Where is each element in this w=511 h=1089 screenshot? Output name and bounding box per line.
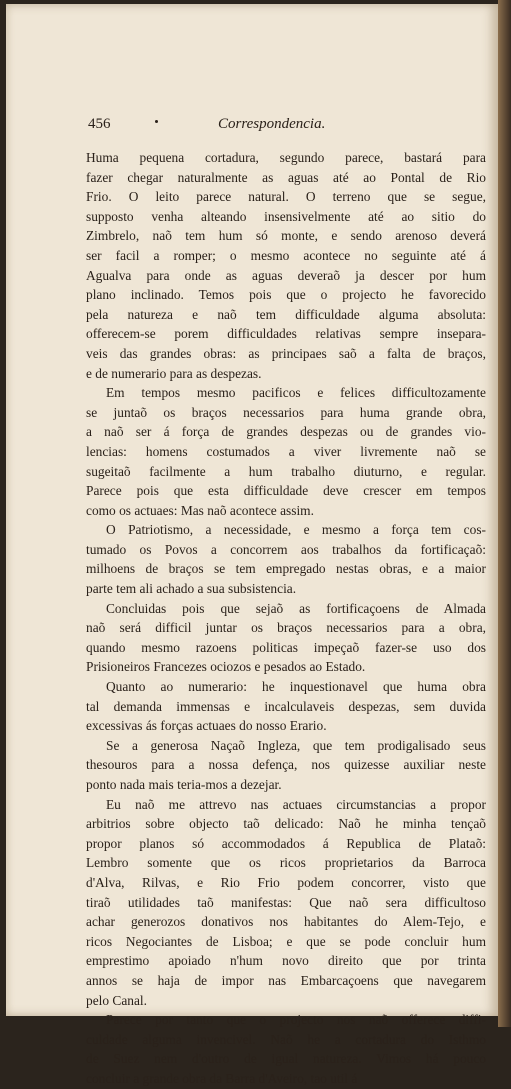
text-line: arbitrios sobre objecto taõ delicado: Naõ he minha tençaõ (86, 816, 486, 832)
text-line: concluir a grande obra da Barra d'Aveiro, tao util á (86, 1070, 358, 1086)
text-line: tiraõ utilidades taõ manifestas: Que naõ sera difficultoso (86, 894, 486, 910)
running-title: Correspondencia. (218, 116, 326, 132)
text-line: e de numerario para as despezas. (86, 365, 262, 381)
paragraph (86, 383, 486, 520)
body-text (86, 148, 486, 1089)
paragraph (86, 148, 486, 383)
text-line: Concluidas pois que sejaõ as fortificaçoens de Almada (106, 600, 486, 616)
text-line: tal demanda immensas e incalculaveis despezas, sem duvida (86, 698, 486, 714)
paragraph (86, 677, 486, 736)
text-line: como os actuaes: Mas naõ acontece assim. (86, 502, 314, 518)
text-line: Prisioneiros Francezes ociozos e pesados ao Estado. (86, 659, 366, 675)
text-line: sugeitaõ facilmente a hum trabalho diuturno, e regular. (86, 463, 486, 479)
text-line: fazer chegar naturalmente as aguas até ao Pontal de Rio (86, 169, 486, 185)
text-line: thesouros para a nossa defença, nos quizesse auxiliar neste (86, 757, 486, 773)
paragraph (86, 599, 486, 677)
text-line: ricos Negociantes de Lisboa; e que se pode concluir hum (86, 933, 486, 949)
text-line: d'Alva, Rilvas, e Rio Frio podem concorrer, visto que (86, 874, 486, 890)
paragraph (86, 736, 486, 795)
text-line: pela natureza e naõ tem difficuldade alguma absoluta: (86, 306, 486, 322)
text-line: offerecem-se porem difficuldades relativas sempre insepara- (86, 326, 486, 342)
text-line: Zimbrelo, naõ tem hum só monte, e sendo arenoso deverá (86, 228, 486, 244)
text-line: propor planos só accommodados á Republica de Plataõ: (86, 835, 486, 851)
paragraph (86, 520, 486, 598)
text-line: Parece por tanto que o projecto nos naõ offerece diffi- (106, 1012, 486, 1028)
text-line: pelo Canal. (86, 992, 147, 1008)
text-line: O Patriotismo, a necessidade, e mesmo a força tem cos- (106, 522, 486, 538)
text-line: de Suez nem d'outro de igual natureza. Vimos há pouco (86, 1051, 486, 1067)
text-line: Huma pequena cortadura, segundo parece, bastará para (86, 150, 486, 165)
text-line: quando mesmo razoens politicas impeçaõ fazer-se uso dos (86, 639, 486, 655)
page-number: 456 (88, 116, 111, 132)
text-line: annos se haja de impor nas Embarcaçoens que navegarem (86, 972, 486, 988)
text-line: lencias: homens costumados a viver livremente naõ se (86, 443, 486, 459)
text-line: Frio. O leito parece natural. O terreno que se segue, (86, 189, 486, 205)
text-line: milhoens de braços se tem empregado nestas obras, e a maior (86, 561, 486, 577)
text-line: plano inclinado. Temos pois que o projecto he favorecido (86, 287, 486, 303)
text-line: tumado os Povos a concorrem aos trabalhos da fortificaçaõ: (86, 541, 486, 557)
text-line: supposto venha alteando insensivelmente até ao sitio do (86, 208, 486, 224)
text-line: Eu naõ me attrevo nas actuaes circumstancias a propor (106, 796, 486, 812)
text-line: veis das grandes obras: as principaes saõ a falta de braços, (86, 345, 486, 361)
text-line: se juntaõ os braços necessarios para huma grande obra, (86, 404, 486, 420)
text-line: naõ será difficil juntar os braços necessarios para a obra, (86, 620, 486, 636)
text-line: Em tempos mesmo pacificos e felices difficultozamente (106, 385, 486, 401)
paragraph (86, 1010, 486, 1088)
page-edge (498, 0, 511, 1027)
text-line: parte tem ali achado a sua subsistencia. (86, 581, 297, 597)
text-line: achar generozos donativos nos habitantes do Alem-Tejo, e (86, 914, 486, 930)
text-line: Agualva para onde as aguas deveraõ ja descer por hum (86, 267, 486, 283)
text-line: excessivas ás forças actuaes do nosso Erario. (86, 718, 327, 734)
text-line: Quanto ao numerario: he inquestionavel que huma obra (106, 679, 486, 695)
page-header (88, 116, 480, 138)
text-line: a naõ ser á força de grandes despezas ou de grandes vio- (86, 424, 486, 440)
paragraph (86, 795, 486, 1011)
text-line: Lembro somente que os ricos proprietarios da Barroca (86, 855, 486, 871)
header-dot (155, 120, 158, 123)
text-line: culdade alguma invencivel. Naõ he a cortadura do Isthmo (86, 1031, 486, 1047)
text-line: ponto nada mais teria-mos a dezejar. (86, 777, 282, 792)
text-line: emprestimo apoiado n'hum novo direito que por trinta (86, 953, 486, 969)
text-line: Se a generosa Naçaõ Ingleza, que tem prodigalisado seus (106, 737, 486, 753)
text-line: Parece pois que esta difficuldade deve crescer em tempos (86, 483, 486, 499)
text-line: ser facil a romper; o mesmo acontece no seguinte até á (86, 247, 486, 263)
